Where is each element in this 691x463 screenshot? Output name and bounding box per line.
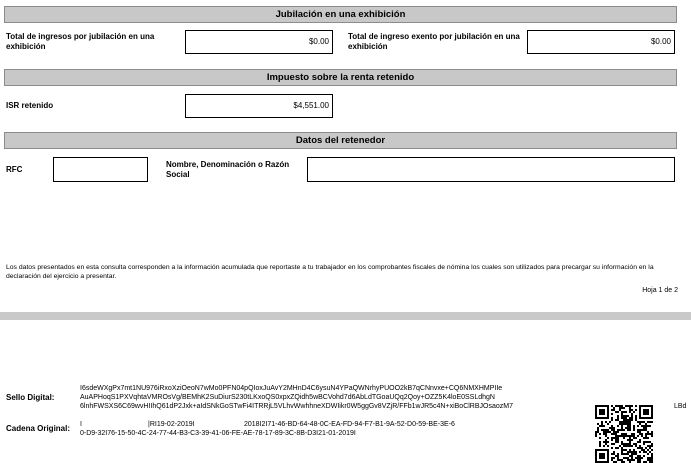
section-header-jubilacion: Jubilación en una exhibición xyxy=(4,6,677,23)
nombre-label: Nombre, Denominación o Razón Social xyxy=(166,160,290,179)
cadena-line-2: 0-D9-32I76-15-50-4C-24-77-44-B3-C3-39-41-06-FE-AE-78-17-89-3C-8B-D3I21-01-2019I xyxy=(80,430,356,437)
cadena-seg-3: 2018I2I71-46-BD-64-48-0C-EA-FD-94-F7-B1-9A-52-D0-59-BE-3E-6 xyxy=(244,421,455,428)
total-jubilacion-label: Total de ingresos por jubilación en una exhibición xyxy=(6,32,155,51)
cadena-label: Cadena Original: xyxy=(6,424,71,433)
section-header-impuesto: Impuesto sobre la renta retenido xyxy=(4,69,677,86)
isr-label: ISR retenido xyxy=(6,101,54,110)
sello-line-3: 6lnhFWSXS6C69wvHIIhQ61dP2Jxk+aIdSNkGoSTwFi4ITRRjL5VLhvWwhhneXDWIikr0W5ggGv8VZjR/FFb1wJR5c4N+xiBoClRBJOsaozM7 xyxy=(80,403,513,410)
isr-field: $4,551.00 xyxy=(185,94,333,118)
page-separator xyxy=(0,312,691,320)
sello-line-2: AuAPHoqS1PXVqhtaVMROsVg/BEMhK2SuDiurS230tLKxoQS0xpxZQidh5wBCVohd7d6AbLdTGoaUQq2Qoy+OZZ5K4loE0SSLdhgN xyxy=(80,394,495,401)
section-header-retenedor: Datos del retenedor xyxy=(4,132,677,149)
exento-jubilacion-field: $0.00 xyxy=(527,30,675,54)
page-indicator: Hoja 1 de 2 xyxy=(642,287,678,294)
qr-code xyxy=(595,405,655,463)
cadena-seg-1: I xyxy=(80,421,82,428)
disclaimer-text: Los datos presentados en esta consulta corresponden a la información acumulada que reportaste a tu trabajador en los comprobantes fiscales de nómina los cuales son utilizados para precargar su información en la declaración del ejercicio a presentar. xyxy=(6,264,654,280)
rfc-field xyxy=(53,157,148,182)
cadena-seg-2: |RI19-02-2019I xyxy=(148,421,195,428)
sello-line-3-tail: LBd xyxy=(674,403,687,410)
exento-jubilacion-label: Total de ingreso exento por jubilación en una exhibición xyxy=(348,32,520,51)
sello-line-1: I6sdeWXgPx7mt1NU976iRxoXziOeoN7wMo0PFN04pQIoxJuAvY2MHnD4C6ysuN4YPaQWNrhyPUOO2kB7qCNnvxe+CQ6NMXHMPIIe xyxy=(80,385,503,392)
total-jubilacion-field: $0.00 xyxy=(185,30,333,54)
rfc-label: RFC xyxy=(6,165,23,174)
nombre-field xyxy=(307,157,675,182)
sello-label: Sello Digital: xyxy=(6,393,55,402)
